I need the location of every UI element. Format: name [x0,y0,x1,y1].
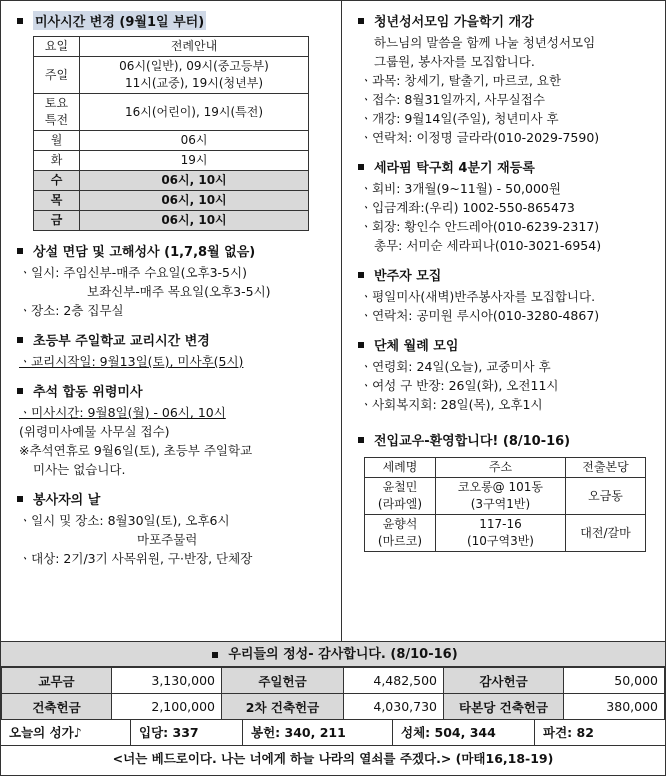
pingpong-section [354,157,661,255]
day-cell: 목 [34,191,80,211]
section-title: 청년성서모임 가을학기 개강 [374,15,534,30]
welcome-section [354,430,661,552]
volunteer-section [13,489,333,568]
table-row [2,694,665,720]
school-section [13,330,333,371]
table-row [365,515,646,552]
info-line: ㆍ미사시간: 9월8일(월) - 06시, 10시 [19,405,226,420]
dismissal-hymn: 파견: 82 [543,725,594,740]
square-bullet-icon [358,342,364,348]
offering-value: 4,482,500 [344,668,444,694]
chuseok-section [13,381,333,479]
info-line: 총무: 서미순 세라피나(010-3021-6954) [374,238,602,253]
info-line: (위령미사예물 사무실 접수) [19,424,170,439]
offering-value: 4,030,730 [344,694,444,720]
table-row [365,478,646,515]
address-line: (3구역1반) [470,497,531,511]
info-line: ㆍ접수: 8월31일까지, 사무실접수 [360,92,545,107]
counsel-section [13,241,333,320]
baptismal-name: (마르코) [377,534,423,548]
info-line: ㆍ개강: 9월14일(주일), 청년미사 후 [360,111,559,126]
offering-table [1,667,665,720]
offering-value: 50,000 [564,668,665,694]
table-row [34,57,309,94]
name-cell [365,515,436,552]
info-line: ㆍ장소: 2층 집무실 [19,303,124,318]
hymn-stats-row [1,720,665,746]
section-title: 반주자 모집 [374,269,442,284]
square-bullet-icon [17,248,23,254]
square-bullet-icon [358,18,364,24]
name-cell [365,478,436,515]
newcomers-table [364,457,646,552]
info-line: 하느님의 말씀을 함께 나눌 청년성서모임 [374,35,596,50]
time-cell: 06시, 10시 [80,191,309,211]
info-line: 마포주물럭 [137,532,198,547]
header-cell: 전출본당 [565,458,645,478]
address-line: 코오롱@ 101동 [457,480,543,494]
day-cell: 월 [34,131,80,151]
table-header-row [34,37,309,57]
section-title: 초등부 주일학교 교리시간 변경 [33,334,210,349]
scripture-quote: <너는 베드로이다. 나는 너에게 하늘 나라의 열쇠를 주겠다.> (마태16,18-19) [112,751,554,766]
right-column [342,1,666,641]
communion-hymn: 성체: 504, 344 [393,720,535,745]
info-line: ㆍ회비: 3개월(9~11월) - 50,000원 [360,181,561,196]
mass-schedule-section [13,11,333,231]
info-line: 보좌신부-매주 목요일(오후3-5시) [87,284,271,299]
section-title: 단체 월례 모임 [374,339,459,354]
info-line: ㆍ회장: 황인수 안드레아(010-6239-2317) [360,219,600,234]
square-bullet-icon [17,337,23,343]
info-line: ※추석연휴로 9월6일(토), 초등부 주일학교 [19,443,253,458]
offering-label: 타본당 건축헌금 [444,694,564,720]
table-row [34,171,309,191]
offering-value: 3,130,000 [112,668,222,694]
offering-label: 감사헌금 [444,668,564,694]
section-title: 상설 면담 및 고해성사 (1,7,8월 없음) [33,245,256,260]
person-name: 윤향석 [382,517,418,531]
day-cell: 토요 특전 [34,94,80,131]
info-line: ㆍ연령회: 24일(오늘), 교중미사 후 [360,359,551,374]
address-line: 117-16 [479,517,522,531]
address-line: (10구역3반) [466,534,534,548]
header-cell: 전례안내 [80,37,309,57]
square-bullet-icon [17,388,23,394]
info-line: ㆍ여성 구 반장: 26일(화), 오전11시 [360,378,559,393]
info-line: ㆍ대상: 2기/3기 사목위원, 구·반장, 단체장 [19,551,253,566]
offering-label: 주일헌금 [222,668,344,694]
time-cell: 06시, 10시 [80,211,309,231]
time-line: 11시(교중), 19시(청년부) [124,76,264,90]
time-cell [80,57,309,94]
section-title: 봉사자의 날 [33,493,101,508]
table-row [34,151,309,171]
table-header-row [365,458,646,478]
section-title: 세라핌 탁구회 4분기 재등록 [374,161,535,176]
offering-label: 건축헌금 [2,694,112,720]
time-line: 06시(일반), 09시(중고등부) [119,59,269,73]
thanks-title: 우리들의 정성- 감사합니다. (8/10-16) [1,641,665,667]
parish-cell: 대전/갈마 [565,515,645,552]
info-line: ㆍ과목: 창세기, 탈출기, 마르코, 요한 [360,73,562,88]
square-bullet-icon [358,272,364,278]
header-cell: 주소 [435,458,565,478]
day-cell: 수 [34,171,80,191]
mass-schedule-table [33,36,309,231]
offering-value: 380,000 [564,694,665,720]
day-cell: 금 [34,211,80,231]
parish-cell: 오금동 [565,478,645,515]
table-row [2,668,665,694]
header-cell: 요일 [34,37,80,57]
info-line: ㆍ일시: 주임신부-매주 수요일(오후3-5시) [19,265,247,280]
table-row [34,191,309,211]
square-bullet-icon [358,437,364,443]
info-line: ㆍ연락처: 공미원 루시아(010-3280-4867) [360,308,600,323]
info-line: ㆍ연락처: 이정명 글라라(010-2029-7590) [360,130,600,145]
square-bullet-icon [212,652,218,658]
meetings-section [354,335,661,414]
section-title: 미사시간 변경 (9월1일 부터) [33,11,206,30]
info-line: 미사는 없습니다. [33,462,126,477]
square-bullet-icon [358,164,364,170]
bible-study-section [354,11,661,147]
accompanist-section [354,265,661,325]
offering-footer [1,641,665,772]
info-line: ㆍ일시 및 장소: 8월30일(토), 오후6시 [19,513,230,528]
person-name: 윤철민 [382,480,418,494]
table-row [34,131,309,151]
info-line: ㆍ사회복지회: 28일(목), 오후1시 [360,397,543,412]
info-line: ㆍ교리시작일: 9월13일(토), 미사후(5시) [19,354,244,369]
section-title: 전입교우-환영합니다! (8/10-16) [374,434,571,449]
offering-label: 교무금 [2,668,112,694]
offertory-hymn: 봉헌: 340, 211 [243,720,393,745]
hymn-label: 오늘의 성가♪ [1,720,131,745]
time-cell: 06시, 10시 [80,171,309,191]
entrance-hymn: 입당: 337 [131,720,243,745]
day-cell: 주일 [34,57,80,94]
address-cell [435,478,565,515]
time-cell: 16시(어린이), 19시(특전) [80,94,309,131]
offering-value: 2,100,000 [112,694,222,720]
address-cell [435,515,565,552]
info-line: ㆍ입금계좌:(우리) 1002-550-865473 [360,200,575,215]
offering-label: 2차 건축헌금 [222,694,344,720]
info-line: 그룹원, 봉사자를 모집합니다. [374,54,535,69]
header-cell: 세례명 [365,458,436,478]
time-cell: 06시 [80,131,309,151]
time-cell: 19시 [80,151,309,171]
info-line: ㆍ평일미사(새벽)반주봉사자를 모집합니다. [360,289,596,304]
square-bullet-icon [17,496,23,502]
baptismal-name: (라파엘) [377,497,423,511]
square-bullet-icon [17,18,23,24]
table-row [34,94,309,131]
left-column [1,1,342,641]
section-title: 추석 합동 위령미사 [33,385,143,400]
day-cell: 화 [34,151,80,171]
table-row [34,211,309,231]
